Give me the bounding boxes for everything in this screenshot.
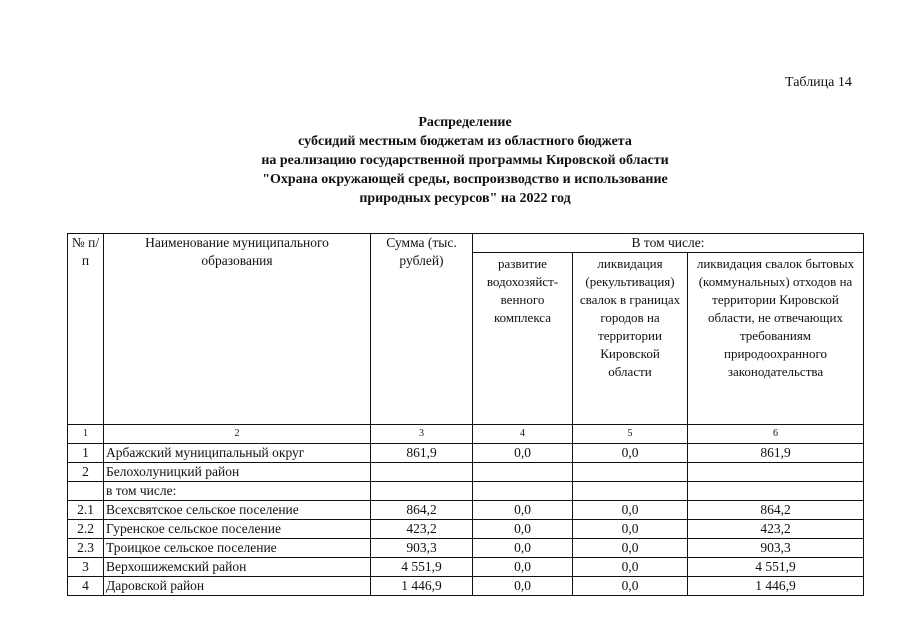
row-water-complex (473, 482, 573, 501)
header-including: В том числе: (473, 234, 864, 253)
row-household-dumps: 903,3 (688, 539, 864, 558)
row-num: 3 (68, 558, 104, 577)
document-title (150, 113, 780, 208)
column-number: 6 (688, 425, 864, 444)
row-city-dumps: 0,0 (573, 577, 688, 596)
row-sum (371, 482, 473, 501)
table-row (68, 463, 864, 482)
table-row (68, 444, 864, 463)
row-city-dumps: 0,0 (573, 444, 688, 463)
column-number: 2 (104, 425, 371, 444)
row-city-dumps (573, 482, 688, 501)
row-name: Троицкое сельское поселение (104, 539, 371, 558)
row-num: 4 (68, 577, 104, 596)
row-water-complex (473, 463, 573, 482)
table-row (68, 520, 864, 539)
title-line: природных ресурсов" на 2022 год (359, 191, 571, 206)
table-row (68, 558, 864, 577)
row-name: Белохолуницкий район (104, 463, 371, 482)
header-city-dumps: ликвидация (рекультивация) свалок в границах городов на территории Кировской области (573, 253, 688, 425)
row-city-dumps: 0,0 (573, 558, 688, 577)
column-number: 4 (473, 425, 573, 444)
row-num: 1 (68, 444, 104, 463)
header-name: Наименование муниципального образования (104, 234, 371, 425)
header-water-complex: развитие водохозяйст-венного комплекса (473, 253, 573, 425)
row-sum: 4 551,9 (371, 558, 473, 577)
header-num: № п/п (68, 234, 104, 425)
row-num: 2.3 (68, 539, 104, 558)
title-line: субсидий местным бюджетам из областного бюджета (298, 134, 632, 149)
header-household-dumps: ликвидация свалок бытовых (коммунальных) отходов на территории Кировской области, не отвечающих требованиям природоохранного законодательства (688, 253, 864, 425)
row-sum: 864,2 (371, 501, 473, 520)
row-water-complex: 0,0 (473, 577, 573, 596)
row-household-dumps (688, 463, 864, 482)
row-sum: 861,9 (371, 444, 473, 463)
row-num: 2 (68, 463, 104, 482)
row-name: Арбажский муниципальный округ (104, 444, 371, 463)
row-household-dumps: 861,9 (688, 444, 864, 463)
row-city-dumps: 0,0 (573, 501, 688, 520)
row-water-complex: 0,0 (473, 539, 573, 558)
row-water-complex: 0,0 (473, 501, 573, 520)
title-line: Распределение (418, 115, 512, 130)
row-city-dumps: 0,0 (573, 539, 688, 558)
row-name: Даровской район (104, 577, 371, 596)
row-water-complex: 0,0 (473, 444, 573, 463)
row-city-dumps (573, 463, 688, 482)
table-row (68, 577, 864, 596)
table-row (68, 482, 864, 501)
table-row (68, 501, 864, 520)
row-num: 2.2 (68, 520, 104, 539)
title-line: на реализацию государственной программы Кировской области (261, 153, 669, 168)
table-row (68, 539, 864, 558)
column-number: 5 (573, 425, 688, 444)
row-sum (371, 463, 473, 482)
table-number-label: Таблица 14 (785, 75, 852, 90)
column-number: 3 (371, 425, 473, 444)
row-name: Всехсвятское сельское поселение (104, 501, 371, 520)
row-household-dumps: 1 446,9 (688, 577, 864, 596)
row-water-complex: 0,0 (473, 520, 573, 539)
row-water-complex: 0,0 (473, 558, 573, 577)
row-household-dumps: 864,2 (688, 501, 864, 520)
row-household-dumps (688, 482, 864, 501)
row-sum: 423,2 (371, 520, 473, 539)
row-num: 2.1 (68, 501, 104, 520)
header-sum: Сумма (тыс. рублей) (371, 234, 473, 425)
row-name: Верхошижемский район (104, 558, 371, 577)
row-num (68, 482, 104, 501)
row-sum: 903,3 (371, 539, 473, 558)
row-household-dumps: 4 551,9 (688, 558, 864, 577)
column-number: 1 (68, 425, 104, 444)
row-city-dumps: 0,0 (573, 520, 688, 539)
row-household-dumps: 423,2 (688, 520, 864, 539)
column-number-row (68, 425, 864, 444)
title-line: "Охрана окружающей среды, воспроизводство и использование (262, 172, 668, 187)
row-name: в том числе: (104, 482, 371, 501)
subsidy-distribution-table (67, 233, 864, 596)
row-sum: 1 446,9 (371, 577, 473, 596)
row-name: Гуренское сельское поселение (104, 520, 371, 539)
